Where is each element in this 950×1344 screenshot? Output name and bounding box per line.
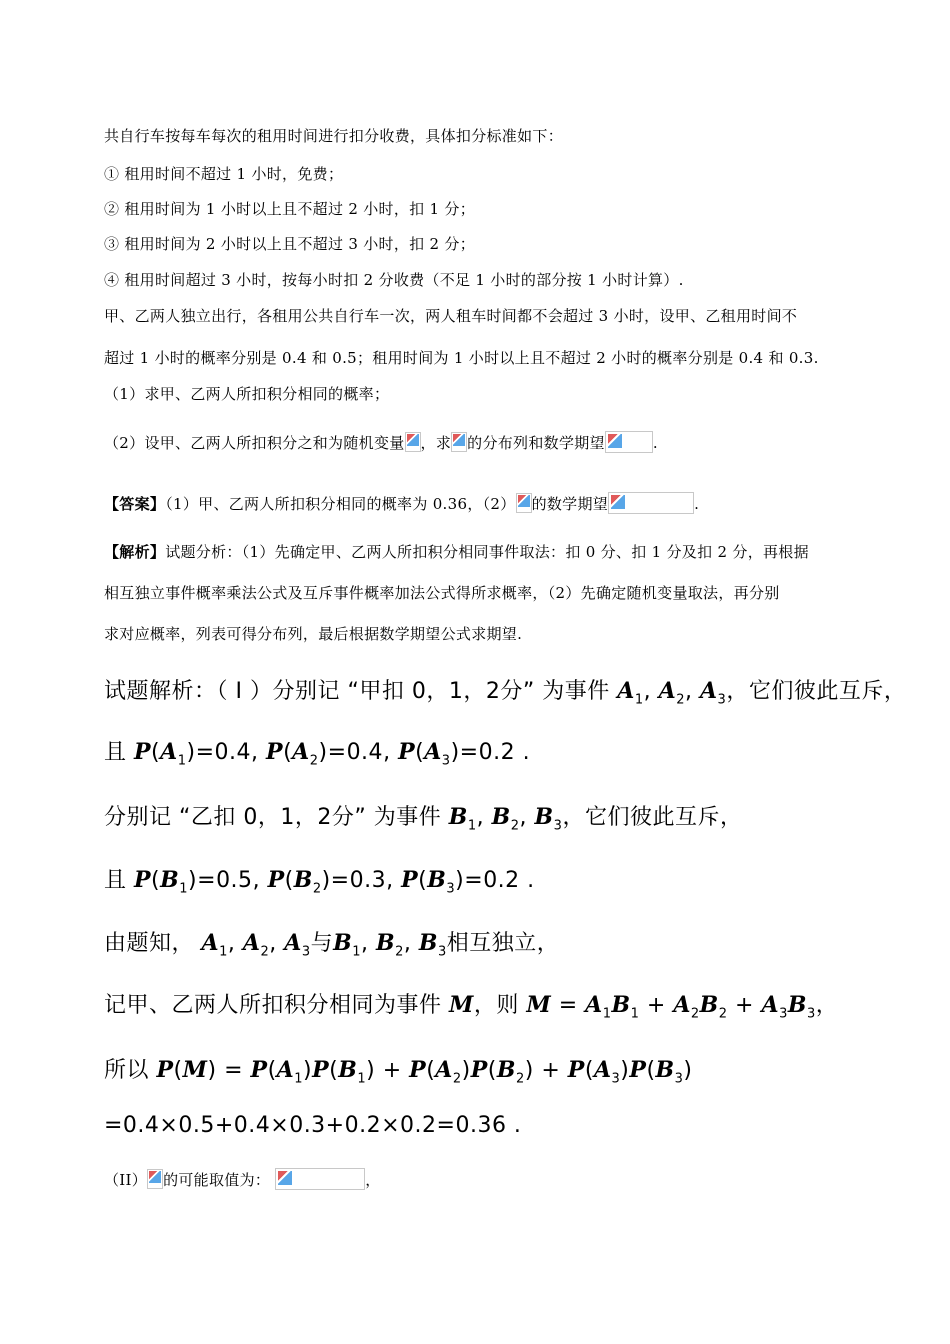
solution-line-8: =0.4×0.5+0.4×0.3+0.2×0.2=0.36 .: [104, 1113, 522, 1138]
part-2-text-b: 的可能取值为：: [163, 1171, 271, 1189]
paragraph-line-1: 甲、乙两人独立出行，各租用公共自行车一次，两人租车时间都不会超过 3 小时，设甲、乙租用时间不: [104, 307, 798, 325]
solution-text: 试题解析：（ I ）分别记 “甲扣 0，1，2分” 为事件: [104, 679, 618, 704]
solution-line-7: 所以 $P(M) = P(A_1)P(B_1) + P(A_2)P(B_2) + P(A_3)P(B_3)$: [104, 1057, 693, 1087]
solution-line-4: 且 $P(B_1)=0.5$, $P(B_2)=0.3$, $P(B_3)=0.2$ .: [104, 867, 535, 897]
broken-image-icon: [516, 493, 532, 513]
broken-image-icon: [605, 431, 653, 453]
part-2-text-a: （II）: [104, 1171, 148, 1189]
solution-text: 且: [104, 868, 134, 893]
analysis-line-3: 求对应概率，列表可得分布列，最后根据数学期望公式求期望.: [104, 625, 523, 643]
rule-2: ② 租用时间为 1 小时以上且不超过 2 小时，扣 1 分；: [104, 200, 476, 218]
solution-text: 所以: [104, 1058, 157, 1083]
rule-3: ③ 租用时间为 2 小时以上且不超过 3 小时，扣 2 分；: [104, 235, 476, 253]
answer-text-c: .: [694, 495, 700, 513]
question-1: （1）求甲、乙两人所扣积分相同的概率；: [104, 385, 390, 403]
solution-text: 由题知，: [104, 931, 195, 956]
question-2-text-a: （2）设甲、乙两人所扣积分之和为随机变量: [104, 434, 405, 452]
broken-image-icon: [147, 1169, 163, 1189]
solution-text: ，: [815, 993, 839, 1018]
broken-image-icon: [451, 432, 467, 452]
answer-label: 【答案】: [104, 495, 166, 513]
intro-line: 共自行车按每车每次的租用时间进行扣分收费，具体扣分标准如下：: [104, 127, 564, 145]
prob-b3: 0.2: [483, 868, 520, 893]
rule-4: ④ 租用时间超过 3 小时，按每小时扣 2 分收费（不足 1 小时的部分按 1 小时计算）.: [104, 271, 684, 289]
broken-image-icon: [608, 492, 694, 514]
analysis-line-1: [104, 542, 809, 562]
prob-a1: 0.4: [214, 740, 252, 765]
answer-text-a: （1）甲、乙两人所扣积分相同的概率为 0.36，（2）: [165, 495, 516, 513]
question-2-text-c: 的分布列和数学期望: [467, 434, 605, 452]
solution-text: 与: [310, 931, 334, 956]
solution-text: 且: [104, 740, 134, 765]
question-2-text-b: ，求: [420, 434, 452, 452]
part-2-line: [104, 1168, 381, 1190]
prob-a2: 0.4: [346, 740, 384, 765]
prob-b1: 0.5: [216, 868, 253, 893]
broken-image-icon: [405, 432, 421, 452]
solution-text: 相互独立，: [446, 931, 560, 956]
answer-text-b: 的数学期望: [531, 495, 609, 513]
solution-text: ，它们彼此互斥，: [726, 679, 907, 704]
solution-line-3: 分别记 “乙扣 0，1，2分” 为事件 $B_1$, $B_2$, $B_3$，它们彼此互斥，: [104, 804, 743, 834]
solution-text: ，则: [473, 993, 527, 1018]
solution-text: 记甲、乙两人所扣积分相同为事件: [104, 993, 449, 1018]
answer-line: [104, 492, 699, 514]
prob-a3: 0.2: [478, 740, 516, 765]
solution-line-1: 试题解析：（ I ）分别记 “甲扣 0，1，2分” 为事件 $A_1$, $A_2$, $A_3$，它们彼此互斥，: [104, 678, 907, 708]
question-2: [104, 431, 658, 453]
solution-line-6: 记甲、乙两人所扣积分相同为事件 M，则 $M = A_1B_1 + A_2B_2 + A_3B_3$，: [104, 992, 839, 1022]
analysis-text-1: 试题分析：（1）先确定甲、乙两人所扣积分相同事件取法：扣 0 分、扣 1 分及扣 2 分，再根据: [165, 543, 809, 561]
prob-b2: 0.3: [349, 868, 387, 893]
paragraph-line-2: 超过 1 小时的概率分别是 0.4 和 0.5；租用时间为 1 小时以上且不超过 2 小时的概率分别是 0.4 和 0.3.: [104, 349, 819, 367]
part-2-text-c: ，: [365, 1171, 381, 1189]
solution-line-5: 由题知， $A_1$, $A_2$, $A_3$与$B_1$, $B_2$, $B_3$相互独立，: [104, 930, 560, 960]
broken-image-icon: [275, 1168, 365, 1190]
solution-text: 分别记 “乙扣 0，1，2分” 为事件: [104, 805, 449, 830]
question-2-text-d: .: [652, 434, 658, 452]
analysis-line-2: 相互独立事件概率乘法公式及互斥事件概率加法公式得所求概率，（2）先确定随机变量取法，再分别: [104, 584, 780, 602]
rule-1: ① 租用时间不超过 1 小时，免费；: [104, 165, 344, 183]
solution-text: ，它们彼此互斥，: [562, 805, 743, 830]
solution-line-2: 且 $P(A_1)=0.4$, $P(A_2)=0.4$, $P(A_3)=0.2$ .: [104, 739, 531, 769]
analysis-label: 【解析】: [104, 543, 166, 561]
